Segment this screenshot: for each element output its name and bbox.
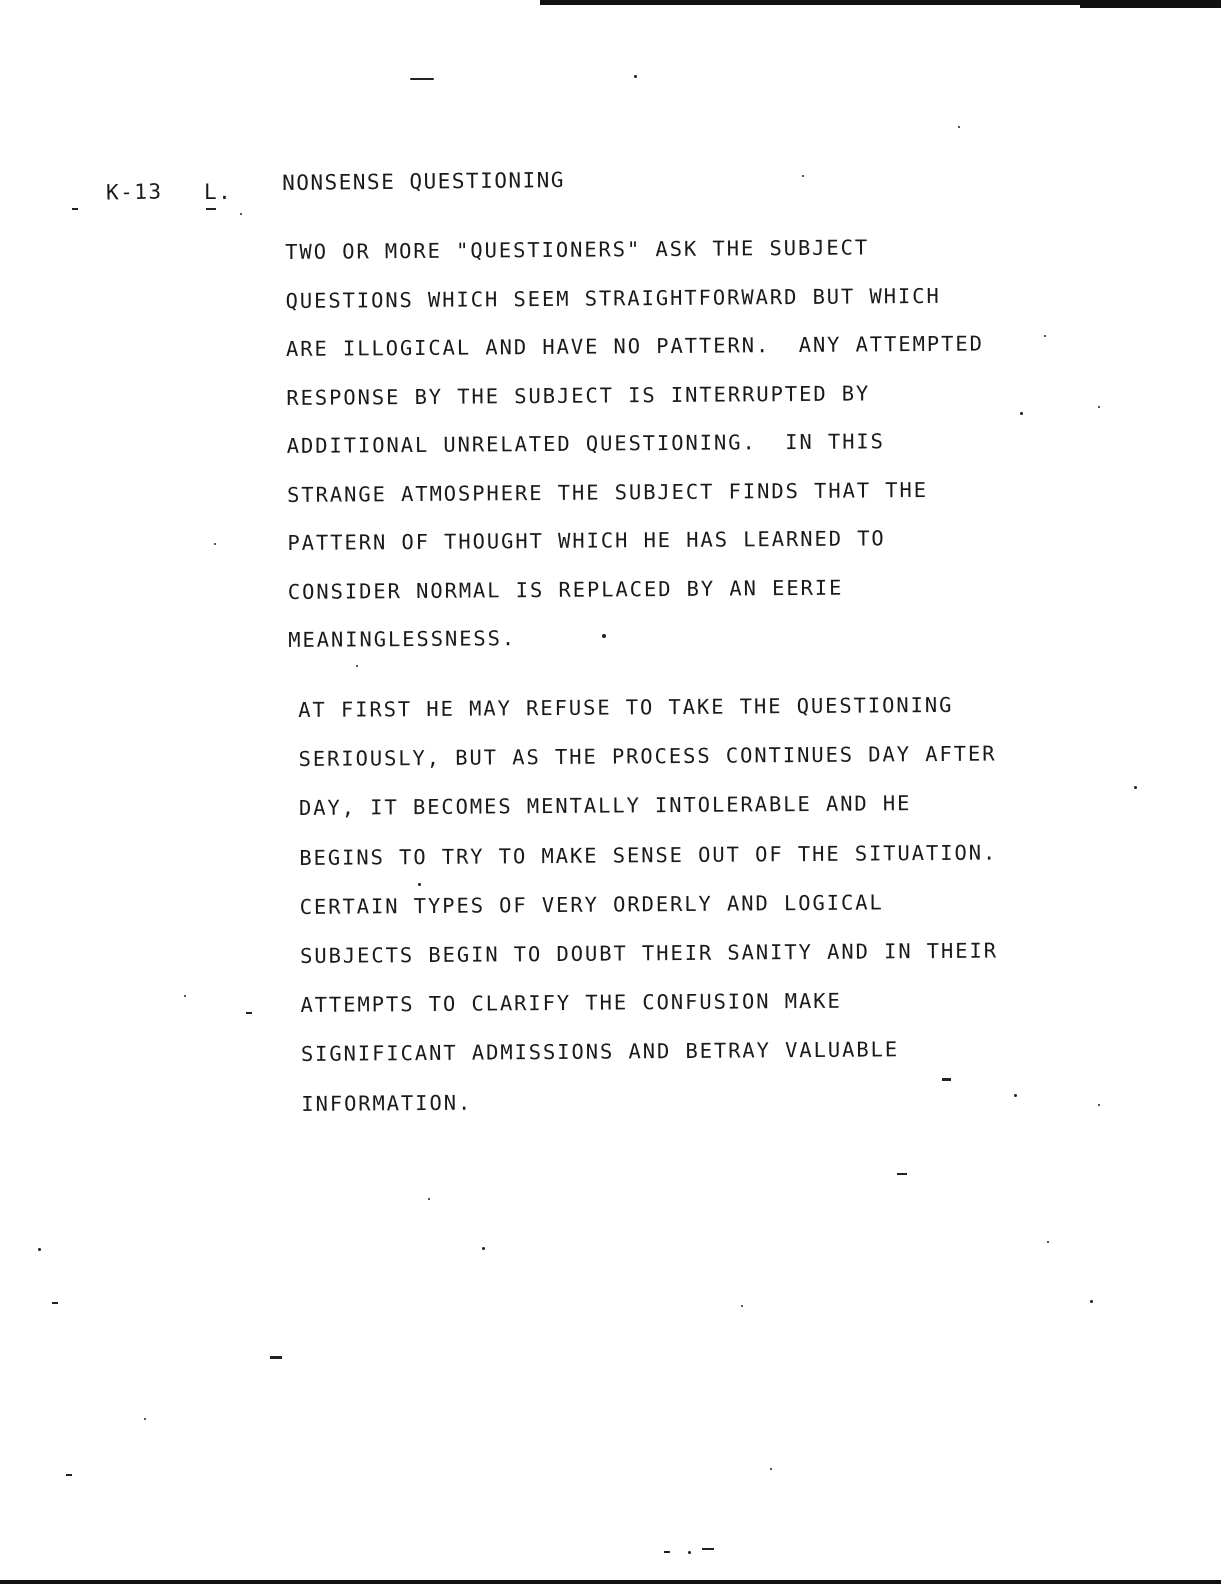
scan-mark	[72, 208, 78, 210]
scan-mark	[52, 1302, 58, 1304]
scan-speck	[1047, 1241, 1049, 1243]
scan-top-edge-dark	[1080, 0, 1221, 8]
scan-speck	[418, 883, 421, 886]
text-line: ARE ILLOGICAL AND HAVE NO PATTERN. ANY ATTEMPTED	[285, 331, 984, 361]
scan-bottom-edge	[0, 1580, 1221, 1584]
text-line: INFORMATION.	[301, 1090, 473, 1116]
scan-speck	[1090, 1300, 1093, 1303]
scan-speck	[770, 1468, 772, 1470]
scan-mark	[897, 1173, 907, 1175]
scan-mark	[66, 1474, 72, 1476]
scan-speck	[634, 75, 637, 78]
scan-mark	[410, 78, 434, 80]
scan-mark	[246, 1012, 252, 1014]
text-line: BEGINS TO TRY TO MAKE SENSE OUT OF THE SITUATION.	[299, 840, 998, 870]
text-line: PATTERN OF THOUGHT WHICH HE HAS LEARNED TO	[287, 526, 886, 555]
scan-speck	[38, 1248, 41, 1251]
scan-speck	[144, 1418, 146, 1420]
text-line: SERIOUSLY, BUT AS THE PROCESS CONTINUES DAY AFTER	[298, 741, 997, 772]
scan-mark	[942, 1078, 951, 1081]
scan-speck	[1044, 335, 1046, 337]
scan-mark	[702, 1548, 714, 1550]
scan-mark	[206, 208, 216, 210]
paragraph-2	[298, 681, 999, 1129]
text-line: TWO OR MORE "QUESTIONERS" ASK THE SUBJECT	[285, 235, 870, 264]
text-line: SIGNIFICANT ADMISSIONS AND BETRAY VALUABLE	[300, 1037, 900, 1067]
text-line: DAY, IT BECOMES MENTALLY INTOLERABLE AND HE	[298, 791, 912, 821]
scan-speck	[1134, 786, 1137, 789]
scan-mark	[664, 1551, 670, 1553]
text-line: RESPONSE BY THE SUBJECT IS INTERRUPTED BY	[286, 380, 871, 410]
scan-speck	[958, 126, 960, 128]
scan-speck	[1020, 412, 1023, 415]
text-line: ADDITIONAL UNRELATED QUESTIONING. IN THIS	[286, 429, 885, 458]
scan-speck	[482, 1247, 485, 1250]
scan-speck	[214, 543, 216, 545]
scan-speck	[741, 1305, 743, 1307]
text-line: AT FIRST HE MAY REFUSE TO TAKE THE QUESTIONING	[298, 692, 954, 722]
scan-speck	[1014, 1094, 1017, 1097]
text-line: CERTAIN TYPES OF VERY ORDERLY AND LOGICAL	[299, 890, 884, 919]
scan-speck	[240, 213, 242, 215]
scan-speck	[428, 1198, 430, 1200]
scan-mark	[270, 1356, 282, 1359]
text-line: SUBJECTS BEGIN TO DOUBT THEIR SANITY AND IN THEIR	[300, 938, 999, 969]
section-title: NONSENSE QUESTIONING	[282, 168, 566, 195]
scan-speck	[1098, 406, 1100, 408]
scan-speck	[1098, 1104, 1100, 1106]
scan-speck	[356, 665, 358, 667]
scan-speck	[184, 995, 186, 997]
section-code: K-13	[105, 179, 163, 205]
section-heading	[0, 168, 1221, 208]
text-line: CONSIDER NORMAL IS REPLACED BY AN EERIE	[287, 575, 844, 604]
paragraph-1	[285, 223, 986, 665]
section-letter: L.	[204, 180, 233, 204]
scan-speck	[802, 175, 804, 177]
scan-speck	[602, 634, 606, 638]
text-line: MEANINGLESSNESS.	[288, 626, 517, 652]
text-line: STRANGE ATMOSPHERE THE SUBJECT FINDS THAT THE	[286, 477, 929, 507]
text-line: QUESTIONS WHICH SEEM STRAIGHTFORWARD BUT WHICH	[285, 283, 941, 313]
text-line: ATTEMPTS TO CLARIFY THE CONFUSION MAKE	[300, 988, 842, 1018]
scan-speck	[688, 1551, 691, 1554]
